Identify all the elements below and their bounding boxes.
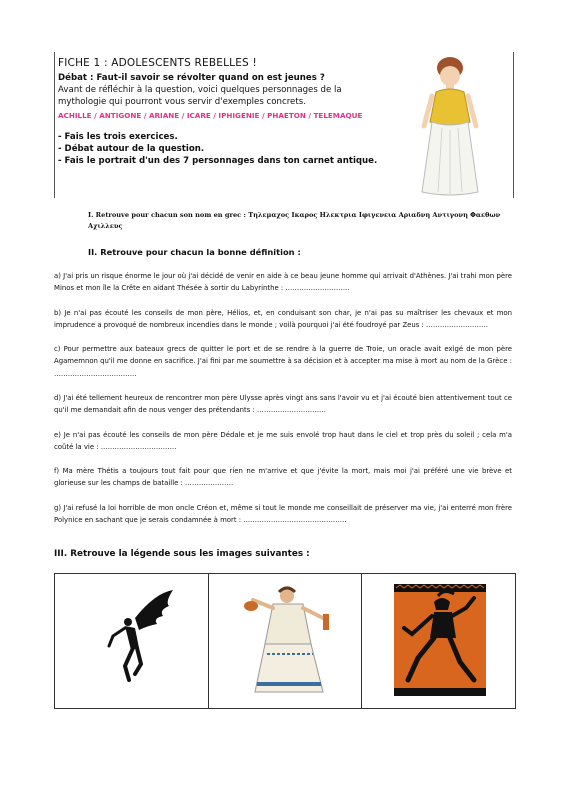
greek-warrior-vase-image [394,584,486,696]
definition-item: g) J'ai refusé la loi horrible de mon oncle Créon et, même si tout le monde me conseillait de préserver ma vie, j'ai enterré mon frère Polynice en sachant que je serais condamnée à mort : ……………………………………… [54,503,512,524]
intro-text: Avant de réfléchir à la question, voici quelques personnages de la mythologie qui pourront vous servir d'exemples concrets. [58,85,342,107]
image-grid [54,573,516,709]
task-item: - Débat autour de la question. [58,144,205,154]
page-title: FICHE 1 : ADOLESCENTS REBELLES ! [58,57,257,69]
exercise-3-title: III. Retrouve la légende sous les images suivantes : [54,549,310,559]
definition-item: f) Ma mère Thétis a toujours tout fait pour que rien ne m'arrive et que j'évite la mort, mais moi j'ai préféré une vie brève et glorieuse sur les champs de bataille : ………………… [54,467,512,488]
task-item: - Fais les trois exercices. [58,132,178,142]
greek-priestess-image [243,584,333,696]
definition-item: a) J'ai pris un risque énorme le jour où j'ai décidé de venir en aide à ce beau jeune homme qui arrivait d'Athènes. J'ai trahi mon père Minos et mon île la Crête en aidant Thésée à sortir du Labyrinthe : ………………………. [54,272,512,293]
definition-list [54,270,512,538]
icarus-silhouette-image [95,588,175,688]
greek-woman-illustration [408,52,493,198]
character-list: ACHILLE / ANTIGONE / ARIANE / ICARE / IPHIGENIE / PHAETON / TELEMAQUE [58,111,363,120]
definition-item: e) Je n'ai pas écouté les conseils de mon père Dédale et je me suis envolé trop haut dans le ciel et trop près du soleil ; cela m'a coûté la vie : …………………………… [54,430,512,451]
task-item: - Fais le portrait d'un des 7 personnages dans ton carnet antique. [58,156,378,166]
exercise-1-text: I. Retrouve pour chacun son nom en grec : Τηλεμαχος Ικαρος Ηλεκτρια Ιφιγενεια Αριαδνη Αντιγονη Φαεθων Αχιλλευς [88,211,501,230]
image-cell-warrior [362,574,515,708]
image-cell-iphigenia [209,574,363,708]
task-list [58,131,378,167]
image-cell-icarus [55,574,209,708]
debate-question: Débat : Faut-il savoir se révolter quand on est jeunes ? [58,73,325,83]
definition-item: c) Pour permettre aux bateaux grecs de quitter le port et de se rendre à la guerre de Troie, un oracle avait exigé de mon père Agamemnon qu'il me donne en sacrifice. J'ai fini par me soumettre à sa décision et à accepter ma mise à mort au nom de la Grèce : ……………………………… [54,345,512,378]
definition-item: d) J'ai été tellement heureux de rencontrer mon père Ulysse après vingt ans sans l'avoir vu et j'ai écouté bien attentivement tout ce qu'il me demandait afin de nous venger des prétendants : ………………………… [54,393,512,415]
definition-item: b) Je n'ai pas écouté les conseils de mon père, Hélios, et, en conduisant son char, je n'ai pas su maîtriser les chevaux et mon imprudence a provoqué de nombreux incendies dans le monde ; voilà pourquoi j'ai été foudroyé par Zeus : ……………………… [54,308,512,329]
header-text [58,57,378,167]
exercise-2-title: II. Retrouve pour chacun la bonne définition : [88,247,301,257]
